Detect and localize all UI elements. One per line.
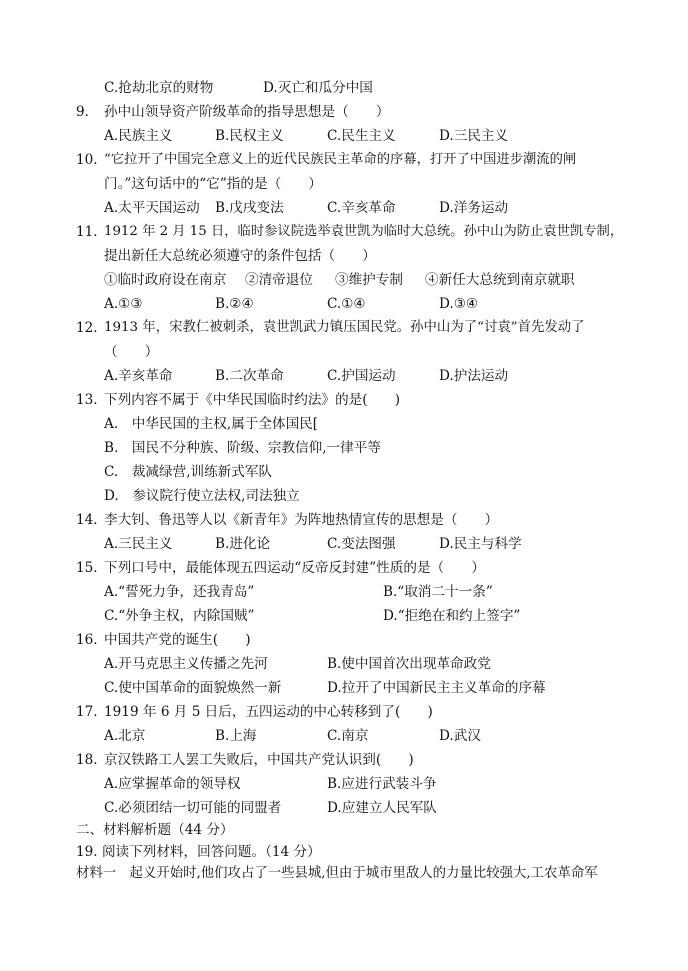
option-d: D.拉开了中国新民主主义革命的序幕 bbox=[327, 680, 546, 696]
question-number: 15. bbox=[76, 560, 98, 576]
option-c: C.南京 bbox=[327, 728, 369, 744]
option-a: A.开马克思主义传播之先河 bbox=[104, 656, 268, 672]
option-b: B.民权主义 bbox=[215, 128, 284, 144]
sub-item-4: ④新任大总统到南京就职 bbox=[425, 272, 575, 288]
question-number: 17. bbox=[76, 704, 98, 720]
section-heading: 二、材料解析题（44 分） bbox=[76, 822, 234, 838]
option-c: C.护国运动 bbox=[327, 368, 396, 384]
question-stem: 1913 年，宋教仁被刺杀，袁世凯武力镇压国民党。孙中山为了“讨袁”首先发动了 bbox=[104, 320, 585, 335]
option-c: C.①④ bbox=[327, 296, 366, 312]
option-c: C.民生主义 bbox=[327, 128, 396, 144]
question-number: 11. bbox=[76, 224, 98, 240]
option-d: D.洋务运动 bbox=[439, 200, 509, 216]
option-d: D.应建立人民军队 bbox=[327, 800, 437, 816]
question-stem: 1912 年 2 月 15 日，临时参议院选举袁世凯为临时大总统。孙中山为防止袁世凯专制， bbox=[104, 224, 624, 239]
option-c: C.使中国革命的面貌焕然一新 bbox=[104, 680, 282, 696]
question-stem: 下列口号中，最能体现五四运动“反帝反封建”性质的是（ ） bbox=[104, 560, 485, 576]
question-number: 10. bbox=[76, 152, 98, 168]
q8-option-d: D.灭亡和瓜分中国 bbox=[263, 80, 373, 96]
option-c: C.“外争主权，内除国贼” bbox=[104, 608, 255, 624]
question-stem: “它拉开了中国完全意义上的近代民族民主革命的序幕，打开了中国进步潮流的闸 bbox=[104, 152, 577, 167]
option-a: A. 中华民国的主权,属于全体国民[ bbox=[104, 416, 319, 432]
option-b: B.进化论 bbox=[215, 536, 271, 552]
question-number: 14. bbox=[76, 512, 98, 528]
option-b: B.二次革命 bbox=[215, 368, 284, 384]
option-a: A.①③ bbox=[104, 296, 143, 312]
sub-item-1: ①临时政府设在南京 bbox=[104, 272, 227, 288]
sub-item-3: ③维护专制 bbox=[335, 272, 403, 288]
option-d: D.护法运动 bbox=[439, 368, 509, 384]
option-b: B. 国民不分种族、阶级、宗教信仰,一律平等 bbox=[104, 440, 381, 456]
option-a: A.“誓死力争，还我青岛” bbox=[104, 584, 255, 600]
option-b: B.②④ bbox=[215, 296, 254, 312]
question-number: 9. bbox=[76, 104, 89, 120]
option-a: A.北京 bbox=[104, 728, 146, 744]
option-b: B.使中国首次出现革命政党 bbox=[327, 656, 491, 672]
option-c: C.变法图强 bbox=[327, 536, 396, 552]
option-b: B.戊戌变法 bbox=[215, 200, 284, 216]
sub-item-2: ②清帝退位 bbox=[245, 272, 313, 288]
option-d: D.“拒绝在和约上签字” bbox=[383, 608, 521, 624]
material-one: 材料一 起义开始时,他们攻占了一些县城,但由于城市里敌人的力量比较强大,工农革命军 bbox=[76, 866, 598, 881]
question-stem: 李大钊、鲁迅等人以《新青年》为阵地热情宣传的思想是（ ） bbox=[104, 512, 499, 528]
q8-option-c: C.抢劫北京的财物 bbox=[104, 80, 214, 96]
question-stem: 中国共产党的诞生( ) bbox=[104, 632, 251, 648]
option-d: D.三民主义 bbox=[439, 128, 509, 144]
question-stem: 孙中山领导资产阶级革命的指导思想是（ ） bbox=[104, 104, 390, 120]
option-d: D.民主与科学 bbox=[439, 536, 522, 552]
option-a: A.太平天国运动 bbox=[104, 200, 200, 216]
question-19-stem: 19. 阅读下列材料，回答问题。（14 分） bbox=[76, 844, 321, 860]
option-b: B.应进行武装斗争 bbox=[327, 776, 437, 792]
question-number: 12. bbox=[76, 320, 98, 336]
question-stem-cont: 门。”这句话中的“它”指的是（ ） bbox=[104, 176, 322, 192]
question-number: 13. bbox=[76, 392, 98, 408]
question-stem-cont: （ ） bbox=[104, 344, 159, 360]
option-c: C. 裁减绿营,训练新式军队 bbox=[104, 464, 273, 480]
question-number: 16. bbox=[76, 632, 98, 648]
option-b: B.上海 bbox=[215, 728, 257, 744]
option-d: D.③④ bbox=[439, 296, 479, 312]
question-stem-cont: 提出新任大总统必须遵守的条件包括（ ） bbox=[104, 248, 376, 264]
option-b: B.“取消二十一条” bbox=[383, 584, 493, 600]
question-stem: 京汉铁路工人罢工失败后，中国共产党认识到( ) bbox=[104, 752, 414, 768]
option-a: A.应掌握革命的领导权 bbox=[104, 776, 241, 792]
question-stem: 1919 年 6 月 5 日后，五四运动的中心转移到了( ) bbox=[104, 704, 433, 720]
option-c: C.辛亥革命 bbox=[327, 200, 396, 216]
question-stem: 下列内容不属于《中华民国临时约法》的是( ) bbox=[104, 392, 401, 408]
option-d: D.武汉 bbox=[439, 728, 481, 744]
option-d: D. 参议院行使立法权,司法独立 bbox=[104, 488, 300, 504]
option-a: A.民族主义 bbox=[104, 128, 173, 144]
question-number: 18. bbox=[76, 752, 98, 768]
option-a: A.三民主义 bbox=[104, 536, 173, 552]
option-c: C.必须团结一切可能的同盟者 bbox=[104, 800, 282, 816]
option-a: A.辛亥革命 bbox=[104, 368, 173, 384]
